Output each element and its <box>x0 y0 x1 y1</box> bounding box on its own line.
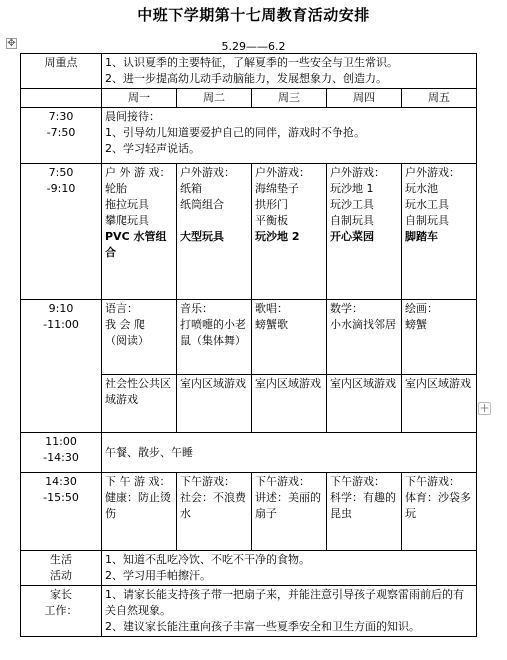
cell-line: 我 会 爬 <box>105 318 145 331</box>
time-morning <box>21 108 102 164</box>
morning-line: 1、引导幼儿知道要爱护自己的同伴，游戏时不争抢。 <box>105 126 365 139</box>
header-blank <box>21 89 102 108</box>
cell-line: 下 午 游 戏： <box>105 475 171 488</box>
parents-label <box>21 586 102 637</box>
cell-line: 螃蟹歌 <box>255 318 288 331</box>
outdoor-cell-mon <box>102 164 177 300</box>
day-header-wed: 周三 <box>252 89 327 108</box>
area-cell-fri: 室内区域游戏 <box>402 375 477 433</box>
cell-line: 玩水工具 <box>405 198 449 211</box>
cell-line: 户外游戏： <box>330 166 385 179</box>
time-end: -14:30 <box>43 451 79 464</box>
time-outdoor <box>21 164 102 300</box>
schedule-table <box>20 53 477 637</box>
cell-bold-item: PVC 水管组合 <box>105 230 167 259</box>
outdoor-cell-wed <box>252 164 327 300</box>
cell-line: 讲述：美丽的扇子 <box>255 491 321 520</box>
morning-content <box>102 108 477 164</box>
lunch-row <box>21 433 477 473</box>
cell-line: 打喷嚏的小老鼠（集体舞） <box>180 318 246 347</box>
cell-line: 玩水池 <box>405 182 438 195</box>
focus-content <box>102 54 477 89</box>
parents-line: 1、请家长能支持孩子带一把扇子来，并能注意引导孩子观察雷雨前后的有关自然现象。 <box>105 588 464 617</box>
time-start: 9:10 <box>48 302 74 315</box>
area-cell-wed: 室内区域游戏 <box>252 375 327 433</box>
day-header-mon: 周一 <box>102 89 177 108</box>
cell-line: 歌唱： <box>255 302 288 315</box>
life-line: 1、知道不乱吃冷饮、不吃不干净的食物。 <box>105 553 310 566</box>
cell-line: 平衡板 <box>255 214 288 227</box>
outdoor-cell-tue <box>177 164 252 300</box>
time-end: -11:00 <box>43 318 79 331</box>
outdoor-row <box>21 164 477 300</box>
time-start: 14:30 <box>45 475 77 488</box>
cell-bold-item: 大型玩具 <box>180 230 224 243</box>
area-cell-thu: 室内区域游戏 <box>327 375 402 433</box>
cell-bold-item: 开心菜园 <box>330 230 374 243</box>
date-range: 5.29——6.2 <box>221 40 286 53</box>
morning-line: 2、学习轻声说话。 <box>105 142 200 155</box>
day-header-fri: 周五 <box>402 89 477 108</box>
cell-line: 海绵垫子 <box>255 182 299 195</box>
time-end: -15:50 <box>43 491 79 504</box>
page-title: 中班下学期第十七周教育活动安排 <box>137 6 370 24</box>
table-move-handle-icon[interactable]: ✥ <box>7 38 16 49</box>
area-cell-mon: 社会性公共区域游戏 <box>102 375 177 433</box>
cell-line: 户外游戏： <box>180 166 235 179</box>
life-label <box>21 551 102 586</box>
time-lunch <box>21 433 102 473</box>
outdoor-cell-thu <box>327 164 402 300</box>
morning-line: 晨间接待： <box>105 110 160 123</box>
time-start: 7:30 <box>48 110 74 123</box>
parents-line: 2、建议家长能注重向孩子丰富一些夏季安全和卫生方面的知识。 <box>105 620 420 633</box>
cell-line: 语言： <box>105 302 138 315</box>
life-row <box>21 551 477 586</box>
cell-line: 体育：沙袋多玩 <box>405 491 471 520</box>
cell-line: 螃蟹 <box>405 318 427 331</box>
cell-line: 拖拉玩具 <box>105 198 149 211</box>
label-line: 家长 <box>50 588 72 601</box>
parents-content <box>102 586 477 637</box>
lunch-content: 午餐、散步、午睡 <box>102 433 477 473</box>
label-line: 生活 <box>50 553 72 566</box>
time-start: 11:00 <box>45 435 77 448</box>
time-midmorning <box>21 300 102 433</box>
parents-row <box>21 586 477 637</box>
add-row-icon[interactable]: + <box>479 401 490 415</box>
focus-row <box>21 54 477 89</box>
cell-line: 户外游戏： <box>255 166 310 179</box>
cell-line: 纸筒组合 <box>180 198 224 211</box>
cell-line: 拱形门 <box>255 198 288 211</box>
cell-line: 自制玩具 <box>405 214 449 227</box>
cell-line: 数学： <box>330 302 363 315</box>
cell-line: 音乐： <box>180 302 213 315</box>
label-line: 活动 <box>50 569 72 582</box>
cell-bold-item: 脚踏车 <box>405 230 438 243</box>
activity-cell-tue <box>177 300 252 375</box>
day-header-tue: 周二 <box>177 89 252 108</box>
afternoon-cell-tue <box>177 473 252 551</box>
cell-line: 社会：不浪费水 <box>180 491 246 520</box>
time-end: -9:10 <box>46 182 76 195</box>
time-start: 7:50 <box>48 166 74 179</box>
cell-line: 小水滴找邻居 <box>330 318 396 331</box>
cell-bold-item: 玩沙地 2 <box>255 230 300 243</box>
day-header-thu: 周四 <box>327 89 402 108</box>
cell-line: 下午游戏： <box>180 475 235 488</box>
activity-cell-thu <box>327 300 402 375</box>
life-content <box>102 551 477 586</box>
morning-row <box>21 108 477 164</box>
time-end: -7:50 <box>46 126 76 139</box>
afternoon-row <box>21 473 477 551</box>
afternoon-cell-wed <box>252 473 327 551</box>
cell-line: 下午游戏： <box>405 475 460 488</box>
activity-row <box>21 300 477 375</box>
activity-cell-wed <box>252 300 327 375</box>
focus-label: 周重点 <box>21 54 102 89</box>
cell-line: 户 外 游 戏： <box>105 166 171 179</box>
cell-line: 玩沙工具 <box>330 198 374 211</box>
cell-line: 攀爬玩具 <box>105 214 149 227</box>
day-header-row <box>21 89 477 108</box>
cell-line: （阅读） <box>105 334 149 347</box>
cell-line: 玩沙地 1 <box>330 182 374 195</box>
area-cell-tue: 室内区域游戏 <box>177 375 252 433</box>
afternoon-cell-mon <box>102 473 177 551</box>
cell-line: 下午游戏： <box>255 475 310 488</box>
activity-cell-mon <box>102 300 177 375</box>
activity-cell-fri <box>402 300 477 375</box>
label-line: 工作： <box>44 604 78 617</box>
cell-line: 下午游戏： <box>330 475 385 488</box>
cell-line: 健康：防止烫伤 <box>105 491 171 520</box>
cell-line: 自制玩具 <box>330 214 374 227</box>
life-line: 2、学习用手帕擦汗。 <box>105 569 211 582</box>
afternoon-cell-thu <box>327 473 402 551</box>
cell-line: 绘画： <box>405 302 438 315</box>
afternoon-cell-fri <box>402 473 477 551</box>
focus-line: 1、认识夏季的主要特征，了解夏季的一些安全与卫生常识。 <box>105 56 398 69</box>
cell-line: 科学：有趣的昆虫 <box>330 491 396 520</box>
outdoor-cell-fri <box>402 164 477 300</box>
cell-line: 纸箱 <box>180 182 202 195</box>
focus-line: 2、进一步提高幼儿动手动脑能力，发展想象力、创造力。 <box>105 72 387 85</box>
cell-line: 户外游戏： <box>405 166 460 179</box>
time-afternoon <box>21 473 102 551</box>
cell-line: 轮胎 <box>105 182 127 195</box>
